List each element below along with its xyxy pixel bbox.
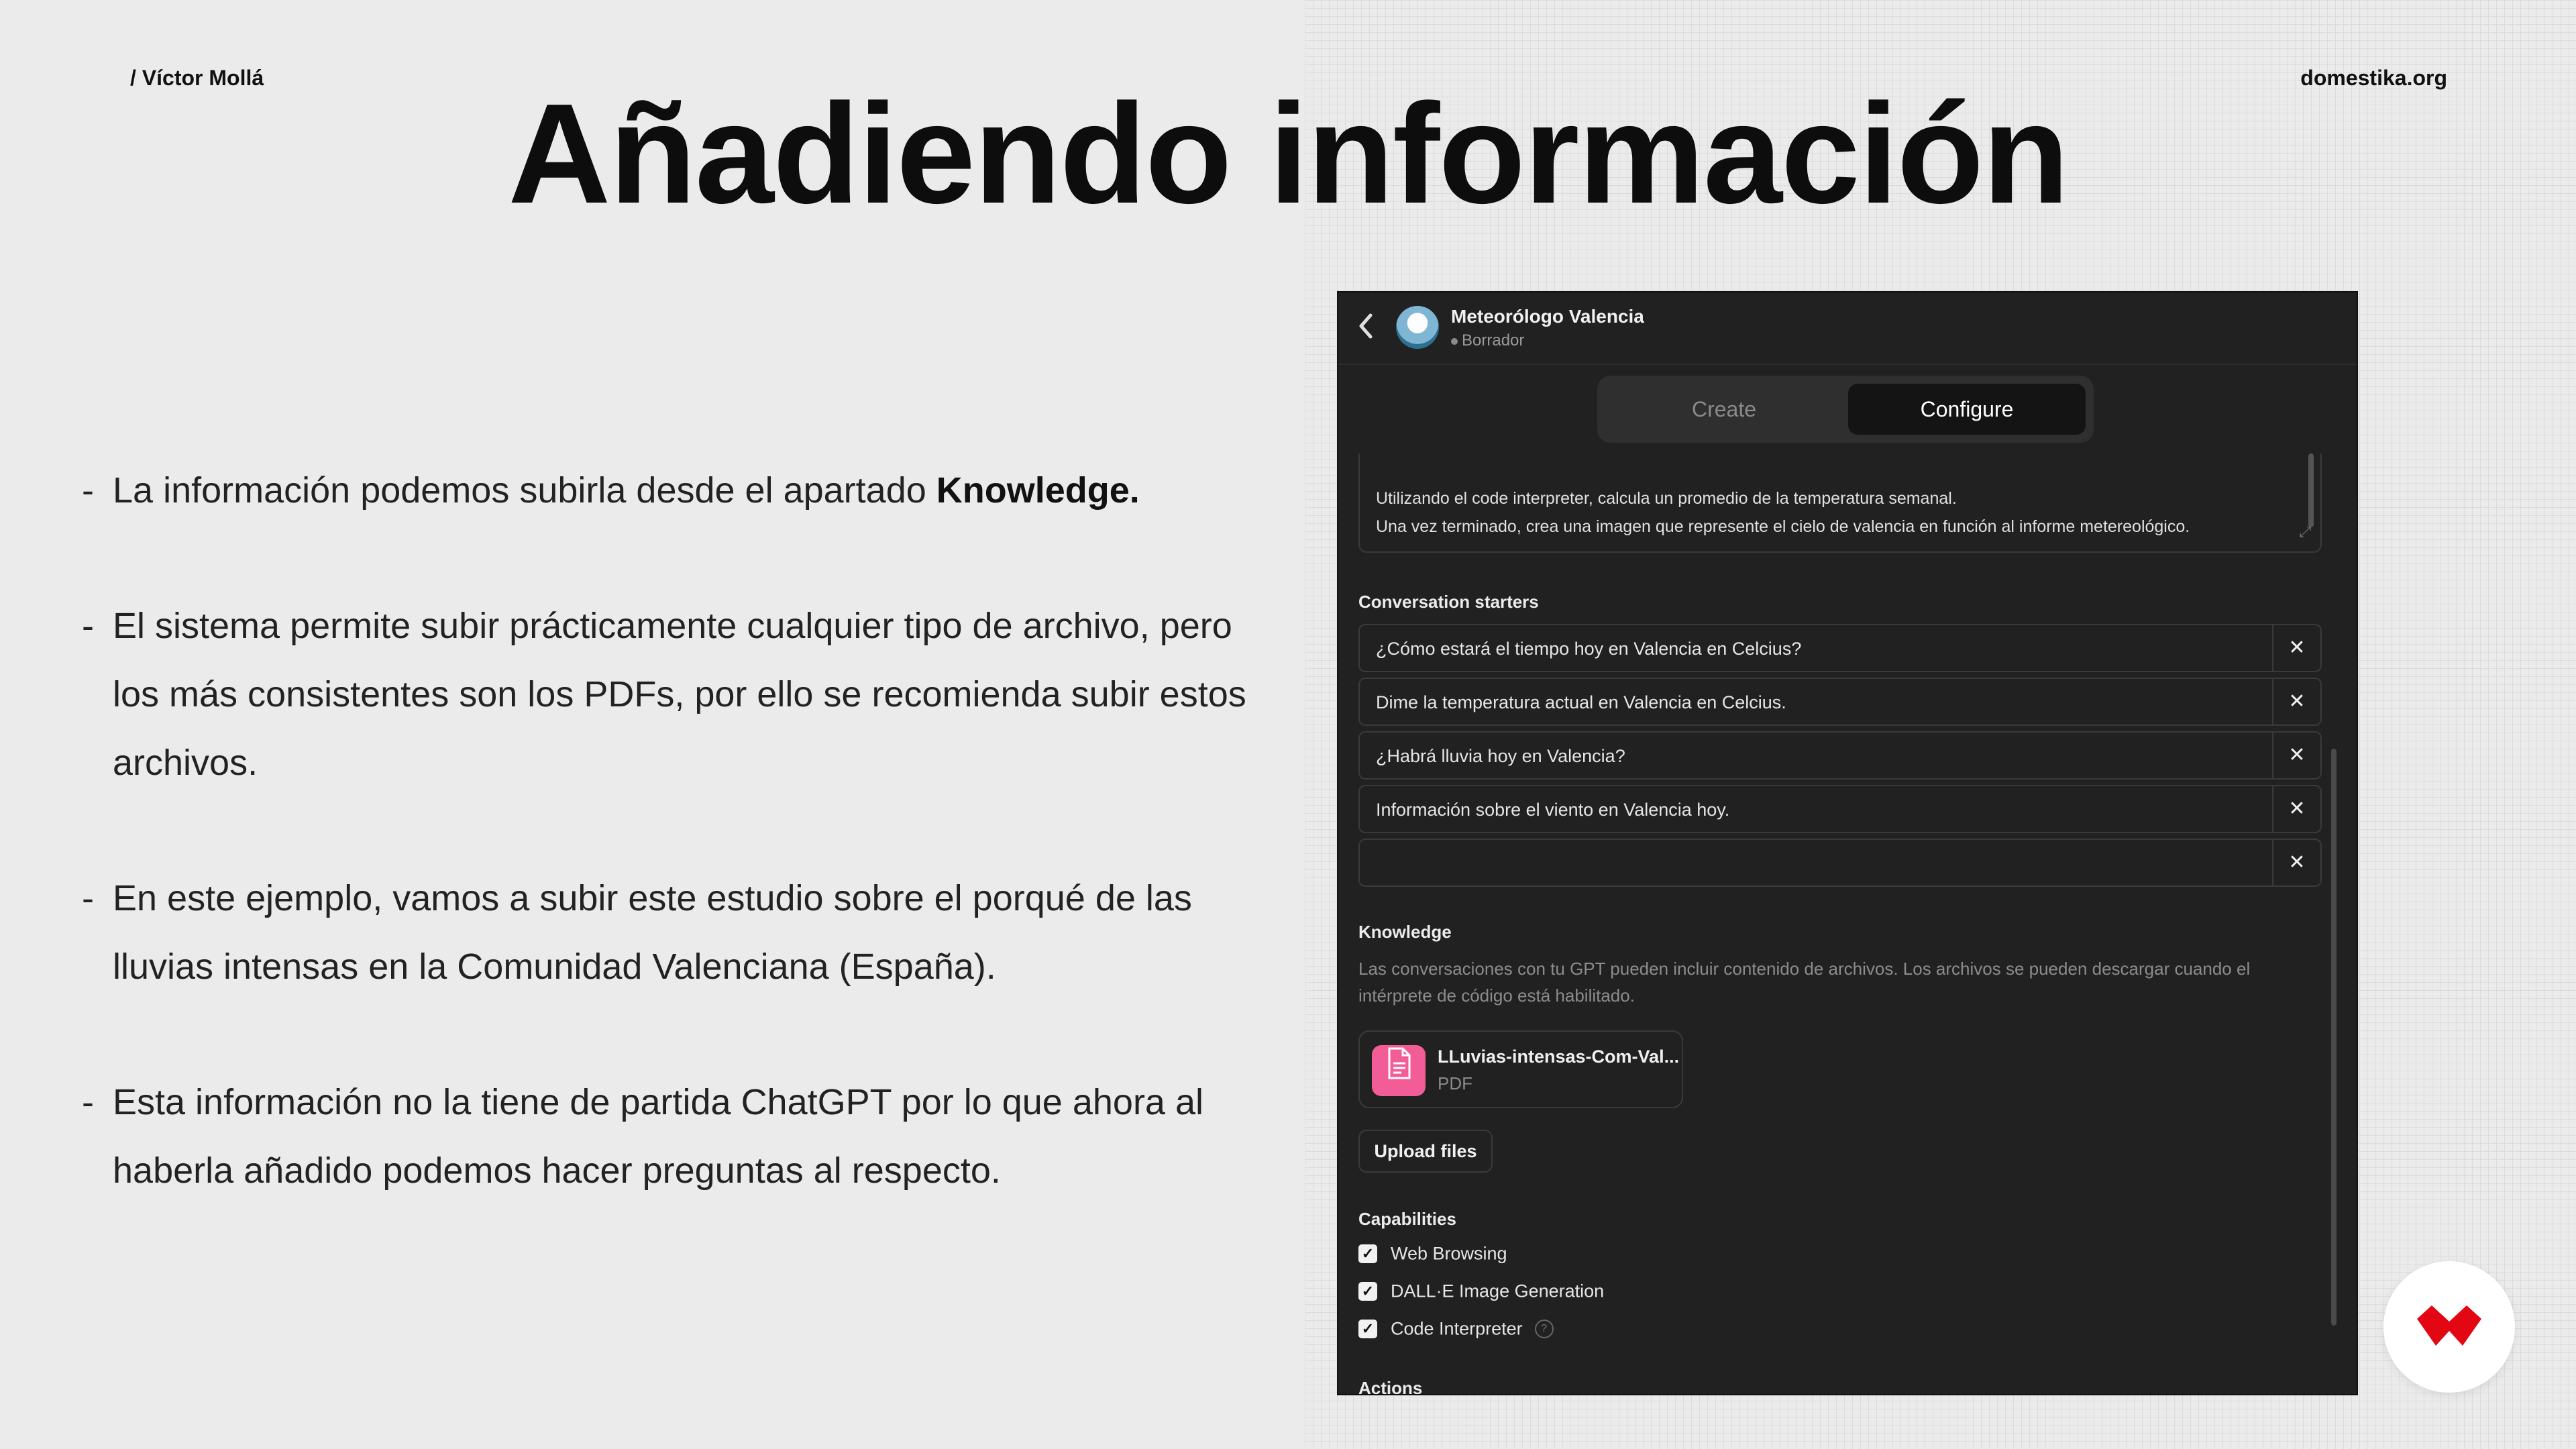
domestika-logo-icon <box>2383 1261 2515 1393</box>
uploaded-file-card[interactable] <box>1358 1030 1683 1108</box>
gpt-avatar <box>1396 306 1439 349</box>
help-icon[interactable]: ? <box>1535 1320 1554 1338</box>
bullet-list <box>82 456 1269 1272</box>
knowledge-label: Knowledge <box>1358 922 1452 942</box>
file-type: PDF <box>1438 1073 1472 1093</box>
bullet-item: - En este ejemplo, vamos a subir este estudio sobre el porqué de las lluvias intensas en la Comunidad Valenciana (España). <box>82 878 1192 987</box>
capability-web-browsing[interactable]: ✓ Web Browsing <box>1358 1242 1507 1265</box>
gpt-name: Meteorólogo Valencia <box>1451 306 1644 327</box>
instructions-textarea[interactable] <box>1358 453 2322 553</box>
gpt-header <box>1338 292 2357 365</box>
bullet-item: - El sistema permite subir prácticamente cualquier tipo de archivo, pero los más consistentes son los PDFs, por ello se recomienda subir estos archivos. <box>82 606 1246 783</box>
bullet-item: - Esta información no la tiene de partida ChatGPT por lo que ahora al haberla añadido podemos hacer preguntas al respecto. <box>82 1082 1203 1191</box>
checkbox-checked-icon[interactable]: ✓ <box>1358 1320 1377 1338</box>
tab-configure[interactable]: Configure <box>1848 384 2086 435</box>
knowledge-description: Las conversaciones con tu GPT pueden incluir contenido de archivos. Los archivos se pueden descargar cuando el intérprete de código está habilitado. <box>1358 959 2251 1006</box>
knowledge-emphasis: Knowledge. <box>936 470 1140 511</box>
author-label: / Víctor Mollá <box>130 66 264 90</box>
capability-dalle[interactable]: ✓ DALL·E Image Generation <box>1358 1280 1604 1303</box>
remove-starter-icon[interactable]: ✕ <box>2272 679 2320 724</box>
starter-input-empty[interactable] <box>1358 839 2322 887</box>
expand-icon[interactable]: ⤢ <box>2299 523 2311 540</box>
file-name: LLuvias-intensas-Com-Val... <box>1438 1046 1680 1067</box>
upload-files-button[interactable]: Upload files <box>1358 1130 1493 1173</box>
domestika-logo <box>2383 1261 2515 1393</box>
actions-label: Actions <box>1358 1378 1423 1395</box>
starter-input[interactable]: ¿Cómo estará el tiempo hoy en Valencia en Celcius? ✕ <box>1358 624 2322 672</box>
checkbox-checked-icon[interactable]: ✓ <box>1358 1244 1377 1263</box>
remove-starter-icon[interactable]: ✕ <box>2272 840 2320 885</box>
site-label: domestika.org <box>2300 66 2447 90</box>
checkbox-checked-icon[interactable]: ✓ <box>1358 1282 1377 1301</box>
remove-starter-icon[interactable]: ✕ <box>2272 625 2320 671</box>
starter-input[interactable]: Dime la temperatura actual en Valencia en Celcius. ✕ <box>1358 678 2322 726</box>
starter-input[interactable]: Información sobre el viento en Valencia hoy. ✕ <box>1358 785 2322 833</box>
status-dot-icon <box>1451 338 1458 345</box>
bullet-item: - La información podemos subirla desde el apartado Knowledge. <box>82 470 1140 511</box>
back-arrow-icon[interactable] <box>1356 313 1376 344</box>
starter-input[interactable]: ¿Habrá lluvia hoy en Valencia? ✕ <box>1358 731 2322 780</box>
remove-starter-icon[interactable]: ✕ <box>2272 733 2320 778</box>
capability-code-interpreter[interactable]: ✓ Code Interpreter ? <box>1358 1318 1554 1340</box>
instructions-line: Utilizando el code interpreter, calcula un promedio de la temperatura semanal. <box>1376 489 1957 508</box>
conversation-starters-label: Conversation starters <box>1358 592 1539 612</box>
gpt-status: Borrador <box>1451 331 1524 350</box>
instructions-line: Una vez terminado, crea una imagen que represente el cielo de valencia en función al informe metereológico. <box>1376 517 2190 536</box>
gpt-editor-screenshot <box>1337 291 2358 1395</box>
document-icon <box>1372 1045 1426 1096</box>
textarea-scrollbar[interactable] <box>2308 453 2314 527</box>
panel-scrollbar[interactable] <box>2331 749 2337 1326</box>
remove-starter-icon[interactable]: ✕ <box>2272 786 2320 832</box>
tab-create[interactable]: Create <box>1691 397 1757 421</box>
tab-switcher <box>1597 376 2094 443</box>
slide-title: Añadiendo información <box>508 74 2068 233</box>
capabilities-label: Capabilities <box>1358 1209 1456 1229</box>
